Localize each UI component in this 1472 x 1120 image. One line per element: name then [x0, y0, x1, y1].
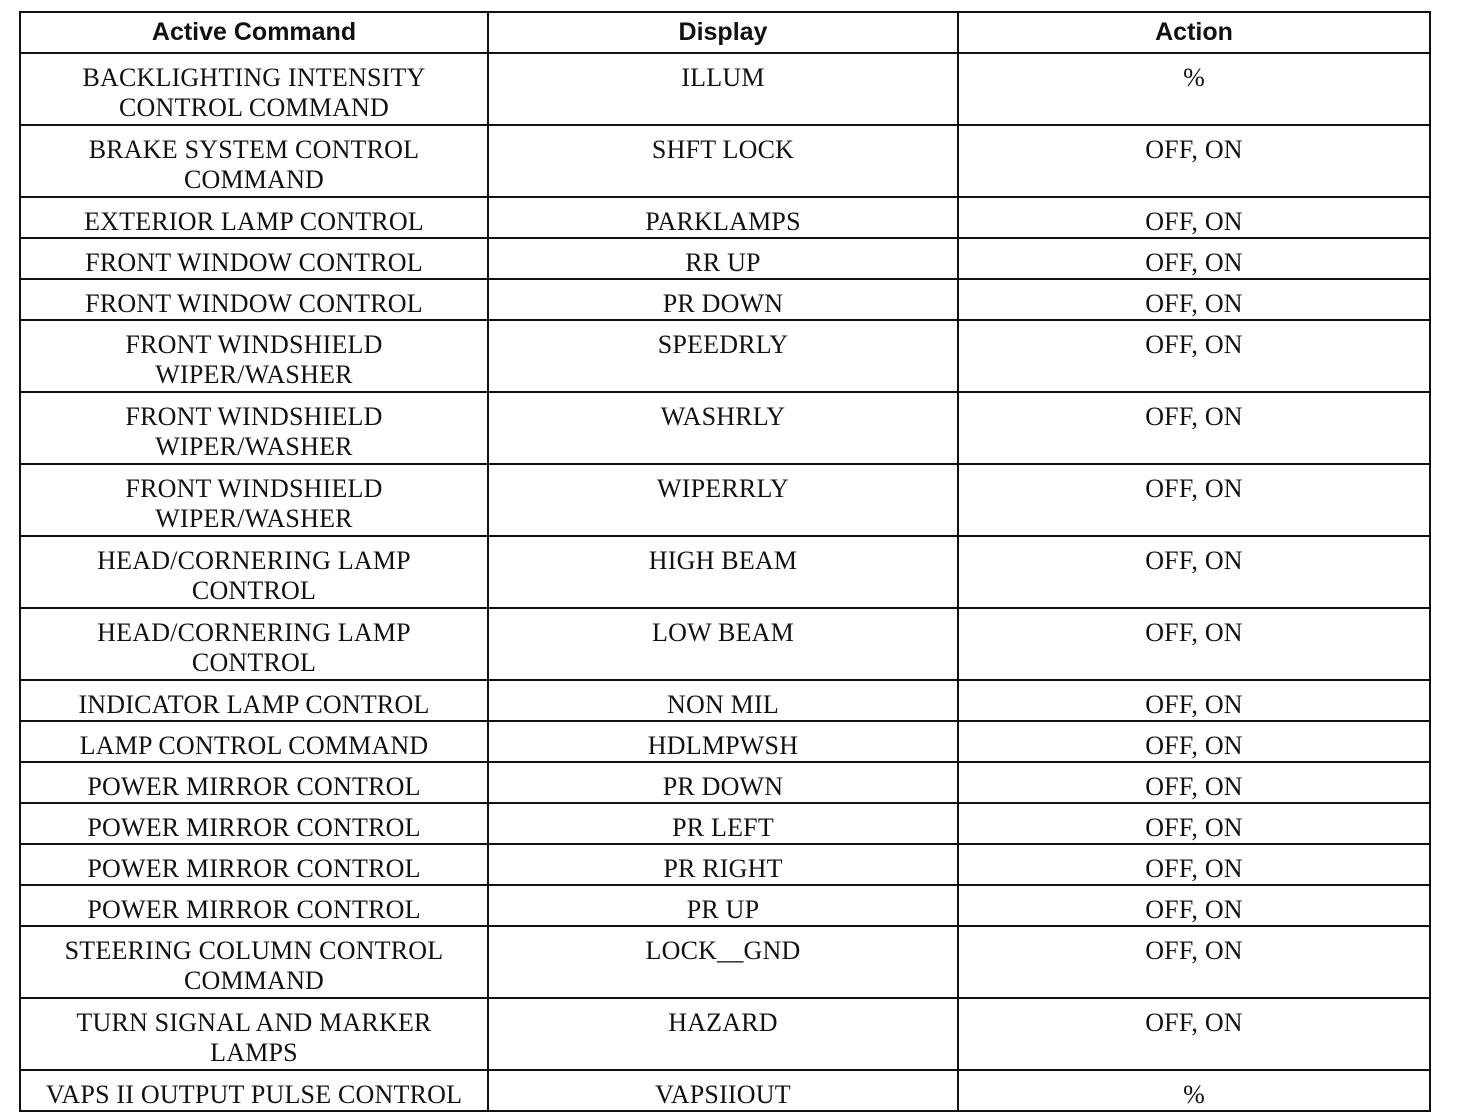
display-cell: PR LEFT	[488, 803, 958, 844]
active-command-line-1: INDICATOR LAMP CONTROL	[78, 690, 430, 719]
active-command-cell	[20, 392, 488, 464]
active-command-cell	[20, 320, 488, 392]
active-command-cell	[20, 721, 488, 762]
active-command-line-1: HEAD/CORNERING LAMP	[97, 546, 411, 575]
header-row	[20, 12, 1430, 53]
table-row	[20, 803, 1430, 844]
display-cell: PR RIGHT	[488, 844, 958, 885]
table-body	[20, 53, 1430, 1111]
table-row	[20, 762, 1430, 803]
active-command-line-1: BACKLIGHTING INTENSITY	[82, 63, 426, 92]
active-command-line-1: FRONT WINDSHIELD	[125, 330, 383, 359]
display-cell: ILLUM	[488, 53, 958, 125]
header-action: Action	[958, 12, 1430, 53]
active-command-cell	[20, 125, 488, 197]
action-cell: OFF, ON	[958, 536, 1430, 608]
display-cell: PARKLAMPS	[488, 197, 958, 238]
display-cell: PR DOWN	[488, 762, 958, 803]
active-command-cell	[20, 238, 488, 279]
header-active-command: Active Command	[20, 12, 488, 53]
active-command-line-2: CONTROL	[191, 648, 317, 677]
active-command-table	[19, 11, 1431, 1112]
active-command-cell	[20, 536, 488, 608]
display-cell: PR UP	[488, 885, 958, 926]
active-command-line-1: HEAD/CORNERING LAMP	[97, 618, 411, 647]
active-command-line-2: WIPER/WASHER	[155, 360, 353, 389]
display-cell: WIPERRLY	[488, 464, 958, 536]
display-cell: RR UP	[488, 238, 958, 279]
active-command-cell	[20, 844, 488, 885]
active-command-line-1: POWER MIRROR CONTROL	[87, 772, 421, 801]
active-command-line-1: STEERING COLUMN CONTROL	[64, 936, 444, 965]
active-command-cell	[20, 53, 488, 125]
action-cell: OFF, ON	[958, 197, 1430, 238]
display-cell: HDLMPWSH	[488, 721, 958, 762]
display-cell: HAZARD	[488, 998, 958, 1070]
table-row	[20, 926, 1430, 998]
table-row	[20, 279, 1430, 320]
display-cell: SPEEDRLY	[488, 320, 958, 392]
table-row	[20, 197, 1430, 238]
action-cell: OFF, ON	[958, 238, 1430, 279]
table-row	[20, 536, 1430, 608]
table-row	[20, 1070, 1430, 1111]
header-display: Display	[488, 12, 958, 53]
display-cell: WASHRLY	[488, 392, 958, 464]
active-command-cell	[20, 998, 488, 1070]
active-command-line-2: CONTROL	[191, 576, 317, 605]
table-row	[20, 392, 1430, 464]
active-command-line-2: WIPER/WASHER	[155, 432, 353, 461]
action-cell: OFF, ON	[958, 762, 1430, 803]
active-command-line-1: FRONT WINDOW CONTROL	[85, 289, 423, 318]
active-command-line-2: LAMPS	[210, 1038, 298, 1067]
display-cell: VAPSIIOUT	[488, 1070, 958, 1111]
display-cell: LOCK__GND	[488, 926, 958, 998]
table-row	[20, 721, 1430, 762]
action-cell: OFF, ON	[958, 279, 1430, 320]
action-cell: OFF, ON	[958, 464, 1430, 536]
active-command-line-1: VAPS II OUTPUT PULSE CONTROL	[45, 1080, 463, 1109]
table-row	[20, 885, 1430, 926]
active-command-line-1: FRONT WINDOW CONTROL	[85, 248, 423, 277]
table-row	[20, 125, 1430, 197]
table-row	[20, 238, 1430, 279]
action-cell: OFF, ON	[958, 320, 1430, 392]
active-command-line-1: EXTERIOR LAMP CONTROL	[84, 207, 424, 236]
active-command-line-1: POWER MIRROR CONTROL	[87, 854, 421, 883]
active-command-cell	[20, 608, 488, 680]
table-row	[20, 844, 1430, 885]
action-cell: OFF, ON	[958, 680, 1430, 721]
display-cell: SHFT LOCK	[488, 125, 958, 197]
action-cell: OFF, ON	[958, 608, 1430, 680]
active-command-cell	[20, 926, 488, 998]
active-command-line-2: COMMAND	[183, 966, 325, 995]
table-row	[20, 53, 1430, 125]
action-cell: OFF, ON	[958, 392, 1430, 464]
action-cell: OFF, ON	[958, 998, 1430, 1070]
active-command-cell	[20, 197, 488, 238]
active-command-line-1: TURN SIGNAL AND MARKER	[76, 1008, 432, 1037]
table-row	[20, 998, 1430, 1070]
active-command-cell	[20, 762, 488, 803]
active-command-cell	[20, 885, 488, 926]
active-command-cell	[20, 1070, 488, 1111]
display-cell: PR DOWN	[488, 279, 958, 320]
active-command-cell	[20, 803, 488, 844]
active-command-cell	[20, 464, 488, 536]
active-command-line-1: FRONT WINDSHIELD	[125, 474, 383, 503]
active-command-line-2: COMMAND	[183, 165, 325, 194]
active-command-line-1: BRAKE SYSTEM CONTROL	[88, 135, 420, 164]
table-row	[20, 320, 1430, 392]
action-cell: OFF, ON	[958, 721, 1430, 762]
action-cell: %	[958, 1070, 1430, 1111]
active-command-line-1: POWER MIRROR CONTROL	[87, 895, 421, 924]
action-cell: OFF, ON	[958, 844, 1430, 885]
table-row	[20, 680, 1430, 721]
active-command-line-1: POWER MIRROR CONTROL	[87, 813, 421, 842]
active-command-line-1: LAMP CONTROL COMMAND	[79, 731, 429, 760]
table-row	[20, 464, 1430, 536]
table-row	[20, 608, 1430, 680]
active-command-line-2: WIPER/WASHER	[155, 504, 353, 533]
active-command-line-2: CONTROL COMMAND	[119, 93, 389, 122]
action-cell: OFF, ON	[958, 926, 1430, 998]
action-cell: OFF, ON	[958, 125, 1430, 197]
active-command-cell	[20, 680, 488, 721]
display-cell: LOW BEAM	[488, 608, 958, 680]
display-cell: HIGH BEAM	[488, 536, 958, 608]
active-command-cell	[20, 279, 488, 320]
action-cell: %	[958, 53, 1430, 125]
display-cell: NON MIL	[488, 680, 958, 721]
action-cell: OFF, ON	[958, 803, 1430, 844]
active-command-line-1: FRONT WINDSHIELD	[125, 402, 383, 431]
action-cell: OFF, ON	[958, 885, 1430, 926]
